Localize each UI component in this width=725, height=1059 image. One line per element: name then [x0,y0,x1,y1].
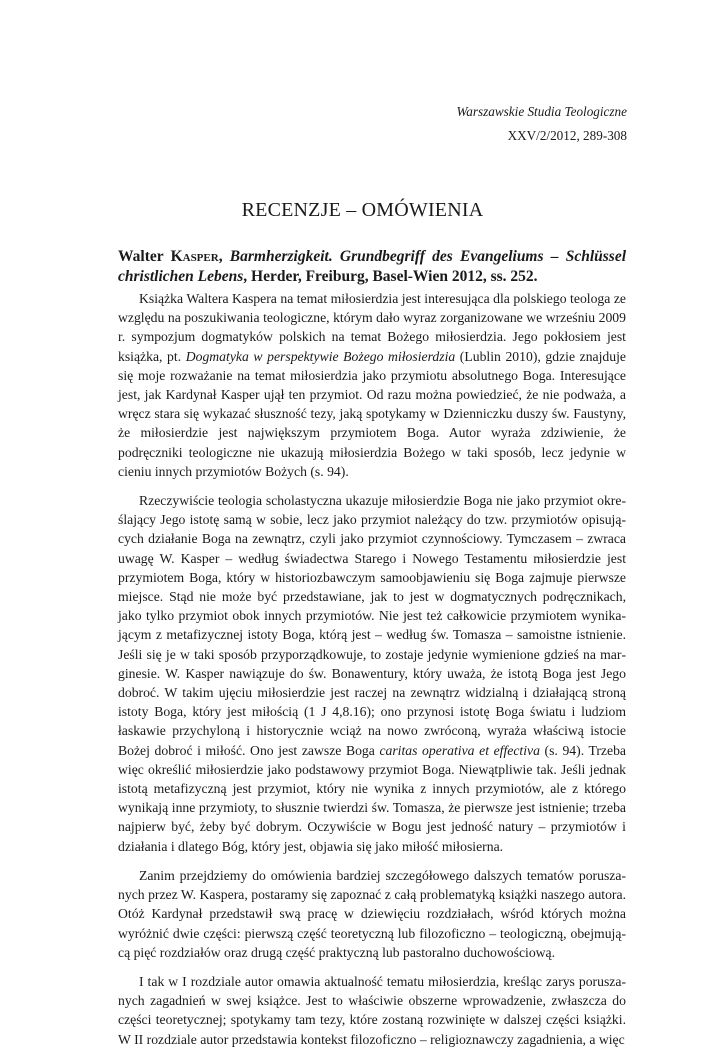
review-heading [118,247,626,287]
running-head [457,100,627,148]
journal-issue: XXV/2/2012, 289-308 [507,128,627,143]
paragraph-3: Zanim przejdziemy do omówienia bardziej szczegółowego dalszych tematów poruszanych przez W. Kaspera, postaramy się zapoznać z całą problematyką książki naszego autora. Otóż Kardynał przedstawił swą pracę w dziewięciu rozdziałach, wśród których można wyróżnić dwie części: pierwszą część teoretyczną lub filozoficzno – teologiczną, obejmującą pięć rozdziałów oraz drugą część praktyczną lub pastoralno duchowościową. [118,867,626,960]
heading-separator: , [218,248,230,265]
paragraph-2-text-b: (s. 94). Trzeba więc określić miłosierdzie jako podstawowy przymiot Boga. Niewątpliwie tak. Jeśli jednak istotą metafizyczną jest przymiot, który nie wynika z innych przymiotów, ale z którego wynikają inne przymioty, to słusznie twierdzi św. Tomasza, że pierwsze jest istnienie; trzeba najpierw być, żeby być dobrym. Oczywiście w Bogu jest jedność natury – przymiotów i działania i dlatego Bóg, który jest, objawia się jako miłość miłosierna. [118,742,626,854]
journal-name: Warszawskie Studia Teologiczne [456,104,627,119]
cited-book-title: Dogmatyka w perspektywie Bożego miłosierdzia [185,348,456,364]
paragraph-2 [118,491,626,856]
author-last-name: Kasper [170,248,219,265]
paragraph-1-text-a: Książka Waltera Kaspera na temat miłosierdzia jest interesująca dla polskiego teologa ze względu na poszukiwania teologiczne, którym dało wyraz zorganizowane we wrześniu 2009 r. sympozjum dogmatyków polskich na temat Bożego miłosierdzia. Jego pokłosiem jest książka, pt. [118,291,626,364]
paragraph-1 [118,289,626,481]
latin-phrase: caritas operativa et effectiva [379,742,540,758]
author-first-name: Walter [118,248,171,265]
paragraph-4: I tak w I rozdziale autor omawia aktualność tematu miłosierdzia, kreśląc zarys poruszanych zagadnień w swej książce. Jest to właściwie obszerne wprowadzenie, zwłaszcza do części teoretycznej; spotykamy tam tezy, które zostaną rozwinięte w dalszej części książki. W II rozdziale autor przedstawia kontekst filozoficzno – religioznawczy zagadnienia, a więc [118,973,626,1047]
section-title: RECENZJE – OMÓWIENIA [241,199,484,221]
book-title: Barmherzigkeit. Grundbegriff des Evangeliums – Schlüssel christlichen Lebens [118,248,627,285]
paragraph-1-text-b: (Lublin 2010), gdzie znajduje się moje rozważanie na temat miłosierdzia jako przymiotu absolutnego Boga. Interesujące jest, jak Kardynał Kasper ujął ten przymiot. Od razu można powiedzieć, że nie podważa, a wręcz stara się wykazać słuszność tezy, jaką spotykamy w Dzienniczku duszy św. Faustyny, że miłosierdzie jest największym przymiotem Boga. Autor wyraża zdziwienie, że podręczniki teologiczne nie ukazują miłosierdzia Bożego w taki sposób, lecz jedynie w cieniu innych przymiotów Bożych (s. 94). [118,348,626,479]
publication-details: , Herder, Freiburg, Basel-Wien 2012, ss. 252. [243,268,538,285]
paragraph-2-text-a: Rzeczywiście teologia scholastyczna ukazuje miłosierdzie Boga nie jako przymiot określający Jego istotę samą w sobie, lecz jako przymiot należący do tzw. przymiotów opisujących działanie Boga na zewnątrz, czyli jako przymiot czynnościowy. Tymczasem – zwraca uwagę W. Kasper – według świadectwa Starego i Nowego Testamentu miłosierdzie jest przymiotem Boga, który w historiozbawczym samoobjawieniu się Boga zajmuje pierwsze miejsce. Stąd nie może być przedstawiane, jak to jest w dogmatycznych podręcznikach, jako tylko przymiot obok innych przymiotów. Nie jest też całkowicie przymiotem wynikającym z metafizycznej istoty Boga, którą jest – według św. Tomasza – samoistne istnienie. Jeśli się je w taki sposób przyporządkowuje, to zostaje jedynie wymienione gdzieś na marginesie. W. Kasper nawiązuje do św. Bonawentury, który uważa, że istotą Boga jest Jego dobroć. W takim ujęciu miłosierdzie jest raczej na zewnątrz widzialną i działającą stroną istoty Boga, który jest miłością (1 J 4,8.16); ono przynosi istotę Boga światu i ludziom łaskawie przychyloną i historycznie wciąż na nowo zwróconą, wyraża właściwą istocie Bożej dobroć i miłość. Ono jest zawsze Boga [118,493,626,758]
review-body [118,289,626,1059]
